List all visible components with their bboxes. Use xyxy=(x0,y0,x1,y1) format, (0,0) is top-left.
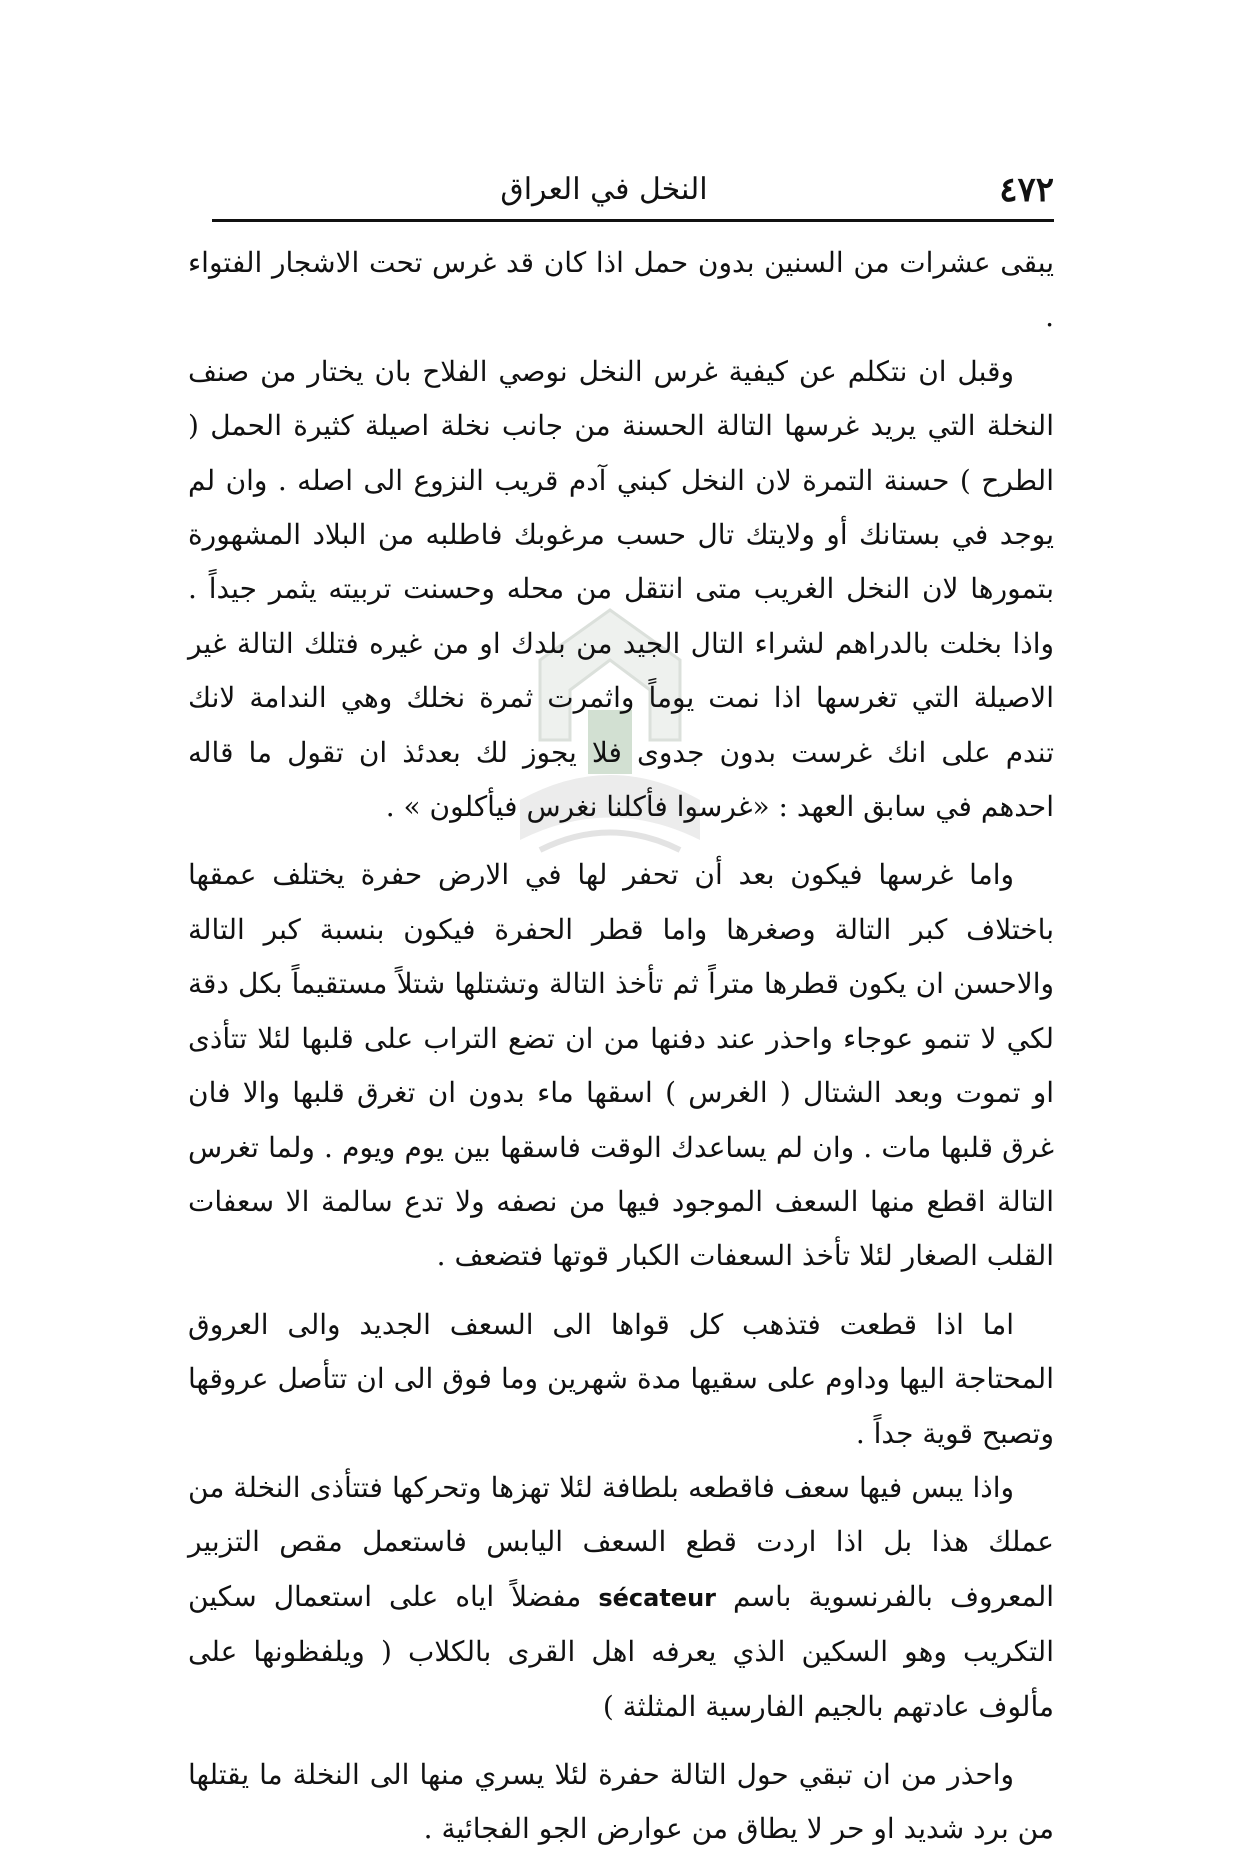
paragraph-5-text-end: مفضلاً اياه على استعمال سكين التكريب وهو السكين الذي يعرفه اهل القرى بالكلاب ( ويلفظونها على مألوف عادتهم بالجيم الفارسية المثلثة ) xyxy=(188,1579,1054,1723)
page-header xyxy=(212,168,1054,212)
paragraph-5-text-start: واذا يبس فيها سعف فاقطعه بلطافة لئلا تهزها وتحركها فتتأذى النخلة من عملك هذا بل اذا اردت قطع السعف اليابس فاستعمل مقص التزبير المعروف بالفرنسوية باسم xyxy=(188,1470,1054,1613)
running-title: النخل في العراق xyxy=(500,172,708,207)
header-rule xyxy=(212,219,1054,222)
page-number: ٤٧٢ xyxy=(999,170,1054,210)
latin-term: sécateur xyxy=(598,1583,716,1612)
body-text xyxy=(188,236,1054,1857)
paragraph-1: يبقى عشرات من السنين بدون حمل اذا كان قد غرس تحت الاشجار الفتواء . xyxy=(188,246,1054,334)
paragraph-5 xyxy=(188,1461,1054,1734)
paragraph-4: اما اذا قطعت فتذهب كل قواها الى السعف الجديد والى العروق المحتاجة اليها وداوم على سقيها مدة شهرين وما فوق الى ان تتأصل عروقها وتصبح قوية جداً . xyxy=(188,1307,1054,1450)
paragraph-6: واحذر من ان تبقي حول التالة حفرة لئلا يسري منها الى النخلة ما يقتلها من برد شديد او حر لا يطاق من عوارض الجو الفجائية . xyxy=(188,1757,1054,1846)
paragraph-2: وقبل ان نتكلم عن كيفية غرس النخل نوصي الفلاح بان يختار من صنف النخلة التي يريد غرسها التالة الحسنة من جانب نخلة اصيلة كثيرة الحمل ( الطرح ) حسنة التمرة لان النخل كبني آدم قريب النزوع الى اصله . وان لم يوجد في بستانك أو ولايتك تال حسب مرغوبك فاطلبه من البلاد المشهورة بتمورها لان النخل الغريب متى انتقل من محله وحسنت تربيته يثمر جيداً . واذا بخلت بالدراهم لشراء التال الجيد من بلدك او من غيره فتلك التالة غير الاصيلة التي تغرسها اذا نمت يوماً واثمرت ثمرة نخلك وهي الندامة لانك تندم على انك غرست بدون جدوى فلا يجوز لك بعدئذ ان تقول ما قاله احدهم في سابق العهد : «غرسوا فأكلنا نغرس فيأكلون » . xyxy=(188,354,1054,824)
paragraph-3: واما غرسها فيكون بعد أن تحفر لها في الارض حفرة يختلف عمقها باختلاف كبر التالة وصغرها واما قطر الحفرة فيكون بنسبة كبر التالة والاحسن ان يكون قطرها متراً ثم تأخذ التالة وتشتلها شتلاً مستقيماً بكل دقة لكي لا تنمو عوجاء واحذر عند دفنها من ان تضع التراب على قلبها لئلا تتأذى او تموت وبعد الشتال ( الغرس ) اسقها ماء بدون ان تغرق قلبها والا فان غرق قلبها مات . وان لم يساعدك الوقت فاسقها بين يوم ويوم . ولما تغرس التالة اقطع منها السعف الموجود فيها من نصفه ولا تدع سالمة الا سعفات القلب الصغار لئلا تأخذ السعفات الكبار قوتها فتضعف . xyxy=(188,858,1054,1273)
